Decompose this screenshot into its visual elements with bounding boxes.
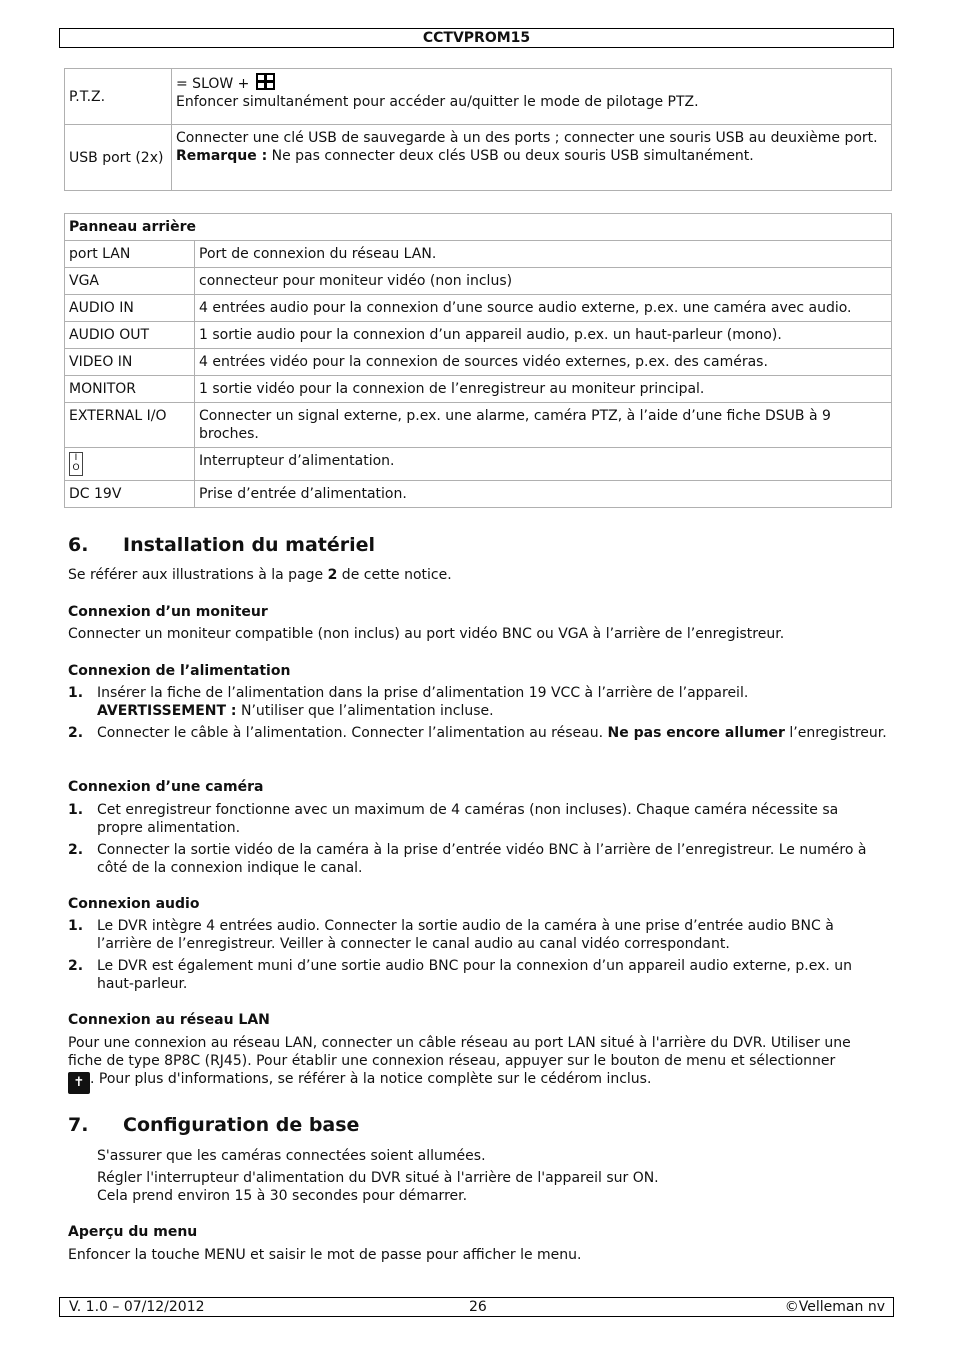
row-desc: Prise d’entrée d’alimentation.: [195, 481, 892, 508]
list-text: Insérer la fiche de l’alimentation dans la prise d’alimentation 19 VCC à l’arrière de l’appareil.: [97, 685, 749, 701]
list-number: 2.: [68, 725, 84, 741]
lan-subheading: Connexion au réseau LAN: [68, 1012, 270, 1028]
section-6-intro: [68, 566, 888, 584]
warning-label: AVERTISSEMENT :: [97, 703, 237, 719]
row-desc: 1 sortie vidéo pour la connexion de l’enregistreur au moniteur principal.: [195, 376, 892, 403]
table-row: [65, 125, 892, 191]
list-text: Le DVR intègre 4 entrées audio. Connecter la sortie audio de la caméra à une prise d’entrée audio BNC à l’arrière de l’enregistreur. Veiller à connecter le canal audio au canal vidéo correspondant.: [97, 918, 834, 952]
bold-text: Ne pas encore allumer: [607, 725, 785, 741]
list-item: [68, 684, 888, 720]
section-number: 7.: [68, 1114, 89, 1136]
list-text: Le DVR est également muni d’une sortie audio BNC pour la connexion d’un appareil audio externe, p.ex. un haut-parleur.: [97, 958, 853, 992]
list-text: Cet enregistreur fonctionne avec un maximum de 4 caméras (non incluses). Chaque caméra nécessite sa propre alimentation.: [97, 802, 839, 836]
remark-text: Ne pas connecter deux clés USB ou deux souris USB simultanément.: [267, 148, 754, 164]
section-7-heading: [68, 1114, 359, 1136]
front-panel-table: [64, 68, 892, 191]
monitor-text: Connecter un moniteur compatible (non inclus) au port vidéo BNC ou VGA à l’arrière de l’enregistreur.: [68, 626, 785, 642]
row-desc-usb: [172, 125, 892, 191]
lan-text-end: . Pour plus d'informations, se référer à la notice complète sur le cédérom inclus.: [90, 1071, 652, 1087]
table-header-row: [65, 214, 892, 241]
config-line: S'assurer que les caméras connectées soient allumées.: [97, 1148, 486, 1164]
row-label: VGA: [65, 268, 195, 295]
table-row: [65, 403, 892, 448]
monitor-subheading: Connexion d’un moniteur: [68, 604, 268, 620]
list-number: 2.: [68, 842, 84, 858]
row-label-ptz: P.T.Z.: [65, 69, 172, 125]
row-label: AUDIO IN: [65, 295, 195, 322]
list-number: 2.: [68, 958, 84, 974]
row-desc: Connecter un signal externe, p.ex. une alarme, caméra PTZ, à l’aide d’une fiche DSUB à 9 broches.: [195, 403, 892, 448]
row-desc: Port de connexion du réseau LAN.: [195, 241, 892, 268]
list-item: [68, 957, 888, 993]
footer-copyright: ©Velleman nv: [784, 1299, 885, 1315]
rear-panel-table: [64, 213, 892, 508]
config-line: Régler l'interrupteur d'alimentation du DVR situé à l'arrière de l'appareil sur ON.: [97, 1170, 659, 1186]
table-row: [65, 268, 892, 295]
list-number: 1.: [68, 685, 84, 701]
table-row: [65, 322, 892, 349]
table-row: [65, 448, 892, 481]
list-number: 1.: [68, 802, 84, 818]
config-line: Cela prend environ 15 à 30 secondes pour démarrer.: [97, 1188, 468, 1204]
footer-version: V. 1.0 – 07/12/2012: [69, 1299, 205, 1315]
section-number: 6.: [68, 534, 89, 556]
section-6-heading: [68, 534, 375, 556]
row-desc: 4 entrées vidéo pour la connexion de sources vidéo externes, p.ex. des caméras.: [195, 349, 892, 376]
list-item: [68, 917, 888, 953]
table-row: [65, 295, 892, 322]
row-label: port LAN: [65, 241, 195, 268]
lan-text-start: Pour une connexion au réseau LAN, connecter un câble réseau au port LAN situé à l'arrière du DVR. Utiliser une fiche de type 8P8C (RJ45). Pour établir une connexion réseau, appuyer sur le bouton de menu et sélectionner: [68, 1035, 851, 1069]
row-desc-ptz: [172, 69, 892, 125]
lan-text: [68, 1034, 888, 1094]
row-label: VIDEO IN: [65, 349, 195, 376]
ptz-slow-text: = SLOW +: [176, 76, 250, 92]
table-row: [65, 241, 892, 268]
power-subheading: Connexion de l’alimentation: [68, 663, 291, 679]
usb-description: Connecter une clé USB de sauvegarde à un des ports ; connecter une souris USB au deuxième port.: [176, 130, 878, 146]
document-header: CCTVPROM15: [59, 28, 894, 48]
list-item: [68, 724, 888, 742]
row-label-power-switch: [65, 448, 195, 481]
list-item: [68, 841, 888, 877]
remark-label: Remarque :: [176, 148, 268, 164]
list-number: 1.: [68, 918, 84, 934]
footer-page-number: 26: [469, 1299, 487, 1315]
list-text: Connecter le câble à l’alimentation. Connecter l’alimentation au réseau.: [97, 725, 608, 741]
list-text-end: l’enregistreur.: [784, 725, 887, 741]
camera-subheading: Connexion d’une caméra: [68, 779, 264, 795]
power-switch-icon: I O: [69, 452, 83, 476]
row-label: EXTERNAL I/O: [65, 403, 195, 448]
table-row: [65, 376, 892, 403]
row-desc: Interrupteur d’alimentation.: [195, 448, 892, 481]
row-label: MONITOR: [65, 376, 195, 403]
section-title: Installation du matériel: [123, 534, 376, 556]
usb-label-text: USB port (2x): [69, 150, 164, 166]
menu-subheading: Aperçu du menu: [68, 1224, 198, 1240]
row-label: DC 19V: [65, 481, 195, 508]
rear-panel-title: Panneau arrière: [65, 214, 892, 241]
ptz-description: Enfoncer simultanément pour accéder au/quitter le mode de pilotage PTZ.: [176, 94, 699, 110]
intro-text: Se référer aux illustrations à la page: [68, 567, 328, 583]
audio-subheading: Connexion audio: [68, 896, 200, 912]
menu-text: Enfoncer la touche MENU et saisir le mot de passe pour afficher le menu.: [68, 1247, 582, 1263]
table-row: [65, 481, 892, 508]
list-text: Connecter la sortie vidéo de la caméra à la prise d’entrée vidéo BNC à l’arrière de l’enregistreur. Le numéro à côté de la connexion indique le canal.: [97, 842, 867, 876]
warning-text: N’utiliser que l’alimentation incluse.: [236, 703, 494, 719]
row-desc: connecteur pour moniteur vidéo (non inclus): [195, 268, 892, 295]
ptz-grid-icon: [256, 73, 275, 90]
intro-text-end: de cette notice.: [337, 567, 452, 583]
document-footer: [59, 1297, 894, 1317]
list-item: [68, 801, 888, 837]
section-title: Configuration de base: [123, 1114, 360, 1136]
intro-page-number: 2: [327, 567, 338, 583]
row-label: AUDIO OUT: [65, 322, 195, 349]
network-menu-icon: ✝: [68, 1072, 90, 1094]
row-desc: 4 entrées audio pour la connexion d’une source audio externe, p.ex. une caméra avec audio.: [195, 295, 892, 322]
table-row: [65, 349, 892, 376]
row-desc: 1 sortie audio pour la connexion d’un appareil audio, p.ex. un haut-parleur (mono).: [195, 322, 892, 349]
table-row: [65, 69, 892, 125]
row-label-usb: [65, 125, 172, 191]
